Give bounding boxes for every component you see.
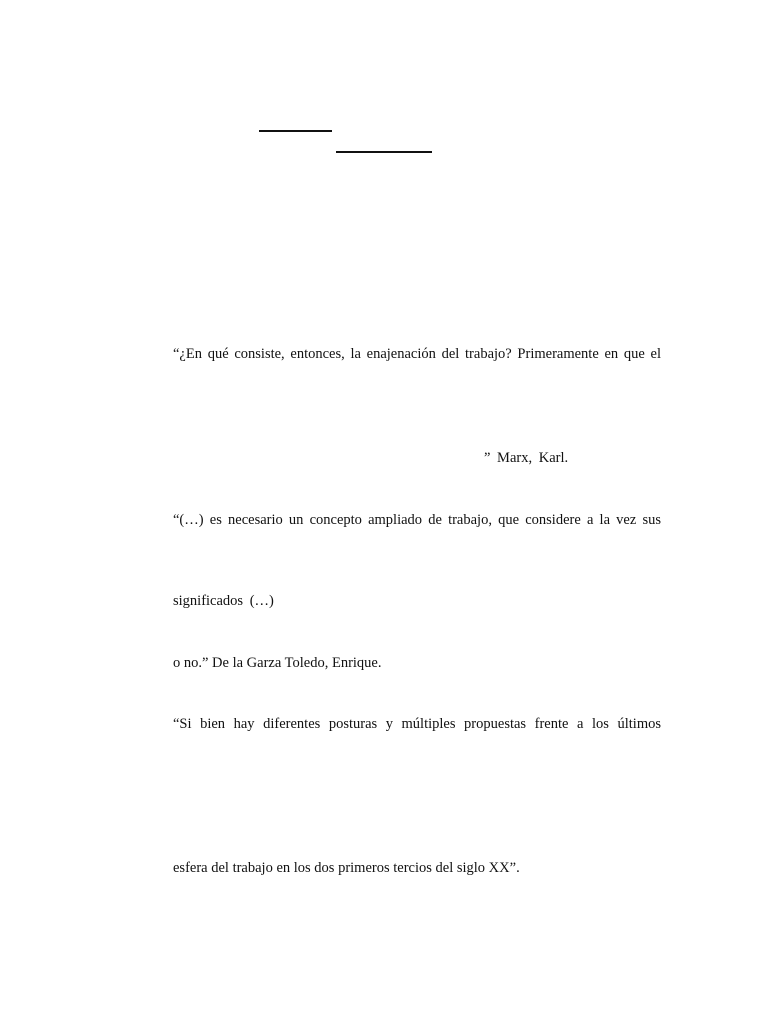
quote-garza-continuation: significados (…) bbox=[173, 593, 274, 609]
title-underline-1 bbox=[259, 130, 332, 132]
quote-third-ending: esfera del trabajo en los dos primeros tercios del siglo XX”. bbox=[173, 860, 520, 876]
quote-marx-attribution: ” Marx, Karl. bbox=[484, 450, 569, 466]
quote-garza-line: “(…) es necesario un concepto ampliado de trabajo, que considere a la vez sus bbox=[173, 512, 661, 528]
quote-marx-line: “¿En qué consiste, entonces, la enajenación del trabajo? Primeramente en que el bbox=[173, 346, 661, 362]
quote-third-line: “Si bien hay diferentes posturas y múltiples propuestas frente a los últimos bbox=[173, 716, 661, 732]
quote-garza-attribution: o no.” De la Garza Toledo, Enrique. bbox=[173, 655, 382, 671]
title-underline-2 bbox=[336, 151, 432, 153]
